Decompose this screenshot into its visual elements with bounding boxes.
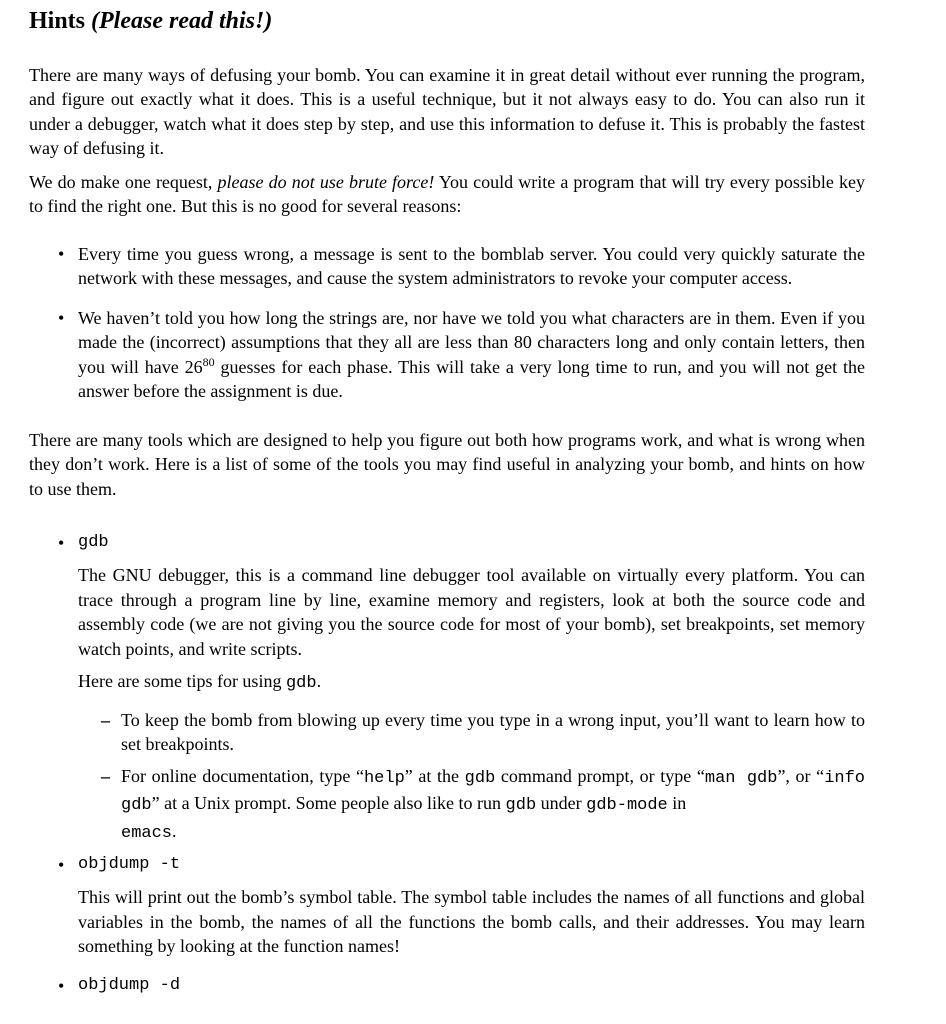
gdb-tip-1 [101,708,865,757]
reason-text-1: Every time you guess wrong, a message is sent to the bomblab server. You could very quickly saturate the network with these messages, and cause the system administrators to revoke your computer access. [78,244,865,289]
intro-p2-emphasis: please do not use brute force! [217,172,435,192]
bullet-icon: • [58,855,65,875]
tool-objdump-d [58,974,865,998]
tool-name-gdb: gdb [78,533,109,552]
gdb-tips-cmd: gdb [285,674,317,694]
gdb-tip-2 [101,764,865,846]
tool-name-objdump-t: objdump -t [78,855,181,874]
gdb-tip-1-text: To keep the bomb from blowing up every time you type in a wrong input, you’ll want to learn how to set breakpoints. [121,710,865,755]
reason-text-2 [78,306,865,404]
gdb-tips-lead-text: Here are some tips for using [78,671,282,692]
tip2-c4: info gdb [121,769,865,816]
dash-icon: – [101,766,110,786]
gdb-tip-2-text [121,764,865,846]
bullet-icon: • [58,976,65,996]
tip2-c2: gdb [464,769,496,788]
intro-p2-end: You could write a program that will try every possible key to find the right one. But this is no good for several reasons: [29,172,866,217]
intro-p2-start: We do make one request, [29,172,213,192]
bullet-icon: • [58,308,65,328]
tool-gdb [58,531,865,696]
intro-text-2 [29,170,865,219]
tip2-c6: gdb-mode [586,796,668,816]
gdb-tips-end: . [316,671,322,692]
tip2-t4: ”, or “ [777,766,825,786]
tip2-c7: emacs [121,823,173,843]
tip2-t1: For online documentation, type “ [121,766,364,786]
reason-2-start: We haven’t told you how long the strings are, nor have we told you what characters are in them. Even if you made the (incorrect) assumptions that they all are less than 80 characters long and only contain letters, then you will have [78,308,865,377]
section-heading [29,6,272,36]
reason-2-base: 26 [184,356,203,377]
bullet-icon: • [58,244,65,264]
dash-icon: – [101,710,110,730]
reason-2-exponent: 80 [202,354,215,369]
tip2-c1: help [363,769,405,788]
tool-desc-objdump-t: This will print out the bomb’s symbol table. The symbol table includes the names of all functions and global variables in the bomb, the names of all the functions the bomb calls, and their addresses. You may learn something by looking at the function names! [78,887,865,957]
gdb-tips-lead [78,669,865,696]
tools-intro-text: There are many tools which are designed to help you figure out both how programs work, and what is wrong when they don’t work. Here is a list of some of the tools you may find useful in analyzing your bomb, and hints on how to use them. [29,430,865,499]
tool-objdump-t [58,853,865,959]
heading-note: (Please read this!) [91,8,273,34]
reason-2-end: guesses for each phase. This will take a very long time to run, and you will not get the answer before the assignment is due. [78,356,865,402]
tool-name-objdump-d: objdump -d [78,976,181,995]
tip2-t6: under [536,793,587,814]
reason-item-2 [58,306,865,404]
tool-desc-gdb: The GNU debugger, this is a command line debugger tool available on virtually every platform. You can trace through a program line by line, examine memory and registers, look at both the source code and assembly code (we are not giving you the source code for most of your bomb), set breakpoints, set memory watch points, and write scripts. [78,565,865,659]
intro-paragraph-2 [29,170,865,219]
tip2-t8: . [172,820,177,841]
intro-paragraph-1 [29,63,865,161]
reason-item-1 [58,242,865,291]
tip2-t2: ” at the [404,766,465,786]
tip2-t7: in [667,793,687,814]
intro-text-1: There are many ways of defusing your bomb. You can examine it in great detail without ever running the program, and figure out exactly what it does. This is a useful technique, but it not always easy to do. You can also run it under a debugger, watch what it does step by step, and use this information to defuse it. This is probably the fastest way of defusing it. [29,65,865,159]
tip2-c5: gdb [505,796,537,816]
heading-main: Hints [29,8,86,34]
tip2-t3: command prompt, or type “ [495,766,705,786]
bullet-icon: • [58,533,65,553]
tip2-c3: man gdb [704,769,778,788]
tip2-t5: ” at a Unix prompt. Some people also like to run [151,793,506,814]
tools-intro-paragraph [29,428,865,501]
